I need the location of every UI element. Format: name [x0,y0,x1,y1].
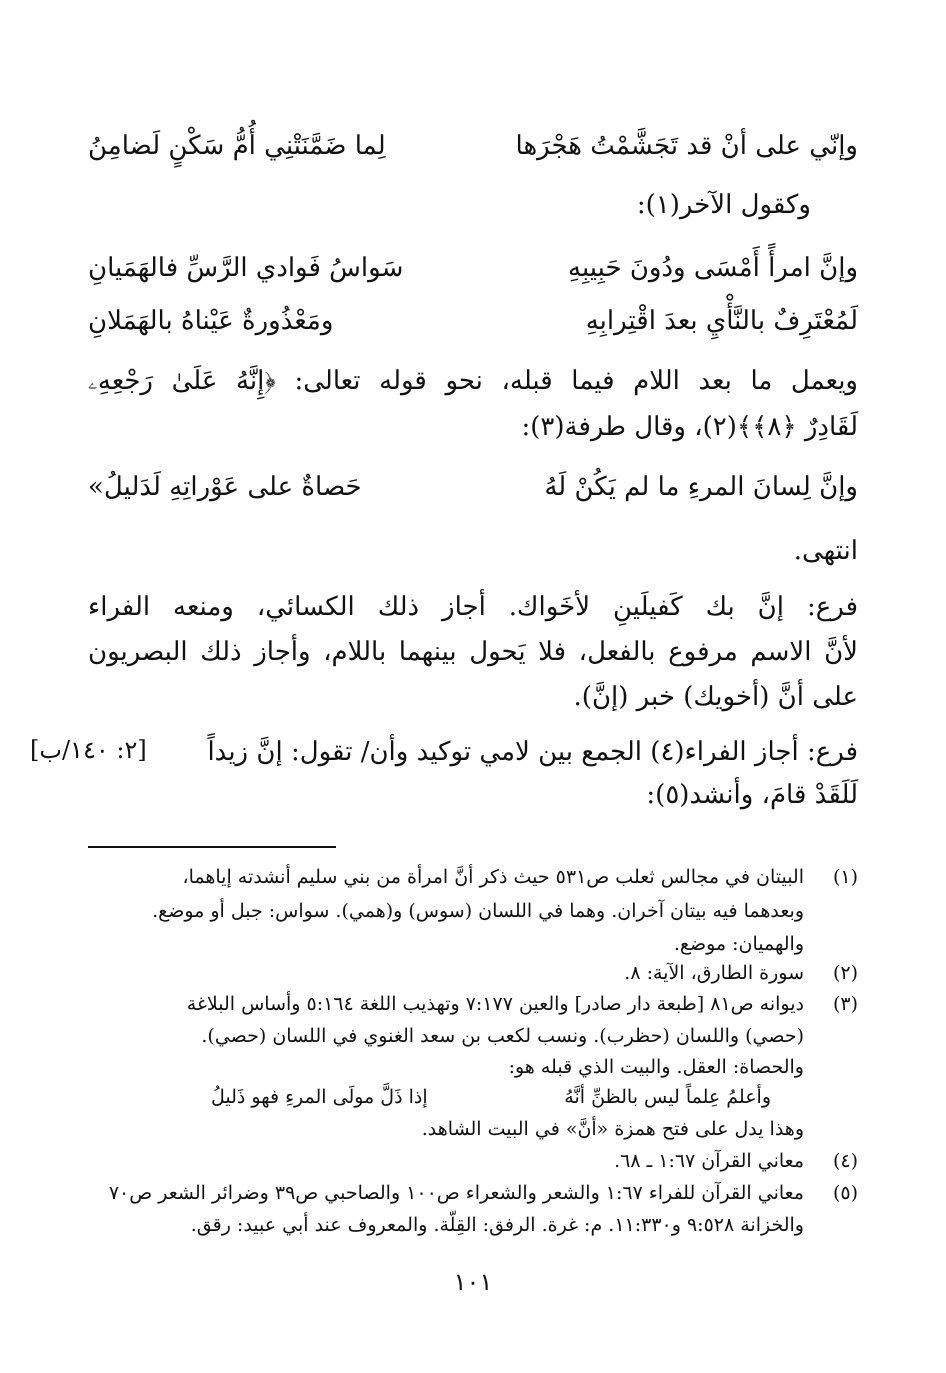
intro-other-poet: وكقول الآخر(١): [636,190,811,220]
footnote-4-number: (٤) [832,1150,858,1172]
footnote-5-line-1: معاني القرآن للفراء ١:٦٧ والشعر والشعراء ص١٠٠ والصاحبي ص٣٩ وضرائر الشعر ص٧٠ [108,1182,804,1204]
verse-2-second-hemistich: سَواسُ فَوادي الرَّسِّ فالهَمَيانِ [88,253,404,283]
footnote-3-verse-second-hemistich: إذا ذَلَّ مولَى المرءِ فهو ذَليلُ [211,1086,428,1108]
verse-1-second-hemistich: لِما ضَمَّنَتْنِي أُمُّ سَكْنٍ لَضامِنُ [88,131,386,161]
footnote-2-number: (٢) [832,962,858,984]
footnote-3-line-2: (حصي) واللسان (حظرب). ونسب لكعب بن سعد الغنوي في اللسان (حصي). [201,1025,804,1047]
footnote-5-line-2: والخزانة ٩:٥٢٨ و١١:٣٣٠. م: غرة. الرفق: القِلّة. والمعروف عند أبي عبيد: رقق. [190,1214,804,1236]
intaha-text: انتهى. [793,536,858,566]
footnote-1-line-3: والهميان: موضع. [673,933,804,955]
verse-4-first-hemistich: وإنَّ لِسانَ المرءِ ما لم يَكُنْ لَهُ [544,472,858,502]
verse-2-first-hemistich: وإنَّ امرأً أَمْسَى ودُونَ حَبِيبِهِ [568,253,858,283]
footnote-3-verse-first-hemistich: وأعلمُ عِلماً ليس بالظنِّ أنَّهُ [564,1086,771,1108]
verse-1-first-hemistich: وإنّي على أنْ قد تَجَشَّمْتُ هَجْرَها [515,131,858,161]
far2-line-2: لَلَقَدْ قامَ، وأنشد(٥): [646,780,858,810]
verse-1 [88,121,858,171]
verse-3 [88,296,858,346]
footnote-2-line-1: سورة الطارق، الآية: ٨. [624,962,804,984]
verse-3-first-hemistich: لَمُعْتَرِفٌ بالنَّأْيِ بعدَ اقْتِرابِهِ [585,306,858,336]
verse-4 [88,462,858,512]
footnote-4-line-1: معاني القرآن ١:٦٧ ـ ٦٨. [614,1150,804,1172]
footnote-3-after: وهذا يدل على فتح همزة «أنَّ» في البيت الشاهد. [421,1118,804,1140]
footnote-3-line-3: والحصاة: العقل. والبيت الذي قبله هو: [508,1056,804,1078]
footnote-separator [88,846,336,848]
far1-line-1: فرع: إنَّ بك كَفيلَينِ لأخَواك. أجاز ذلك الكسائي، ومنعه الفراء [88,592,858,622]
footnote-1-line-2: وبعدهما فيه بيتان آخران. وهما في اللسان (سوس) و(همي). سواس: جبل أو موضع. [152,900,804,922]
far2-line-1: فرع: أجاز الفراء(٤) الجمع بين لامي توكيد وأن/ تقول: إنَّ زيداً [207,737,858,767]
footnote-1-line-1: البيتان في مجالس ثعلب ص٥٣١ حيث ذكر أنَّ امرأة من بني سليم أنشدته إياهما، [182,866,804,888]
margin-page-reference: [٢: ١٤٠/ب] [30,736,147,764]
far1-line-3: على أنَّ (أخويك) خبر (إنَّ). [573,682,858,712]
verse-2 [88,243,858,293]
page-number: ١٠١ [453,1268,493,1296]
footnote-1-number: (١) [832,866,858,888]
footnote-3-verse [211,1086,771,1108]
verse-4-second-hemistich: حَصاةٌ على عَوْراتِهِ لَدَليلُ» [88,472,362,502]
footnote-3-number: (٣) [832,993,858,1015]
paragraph-yaamal-line-2: لَقَادِرٌ ﴿٨﴾﴾(٢)، وقال طرفة(٣): [521,412,858,442]
footnote-3-line-1: ديوانه ص٨١ [طبعة دار صادر] والعين ٧:١٧٧ وتهذيب اللغة ٥:١٦٤ وأساس البلاغة [186,993,804,1015]
paragraph-yaamal-line-1: ويعمل ما بعد اللام فيما قبله، نحو قوله تعالى: ﴿إِنَّهُ عَلَىٰ رَجْعِهِۦ [88,366,858,396]
footnote-5-number: (٥) [832,1182,858,1204]
far1-line-2: لأنَّ الاسم مرفوع بالفعل، فلا يَحول بينهما باللام، وأجاز ذلك البصريون [88,637,858,667]
verse-3-second-hemistich: ومَعْذُورةٌ عَيْناهُ بالهَمَلانِ [88,306,334,336]
